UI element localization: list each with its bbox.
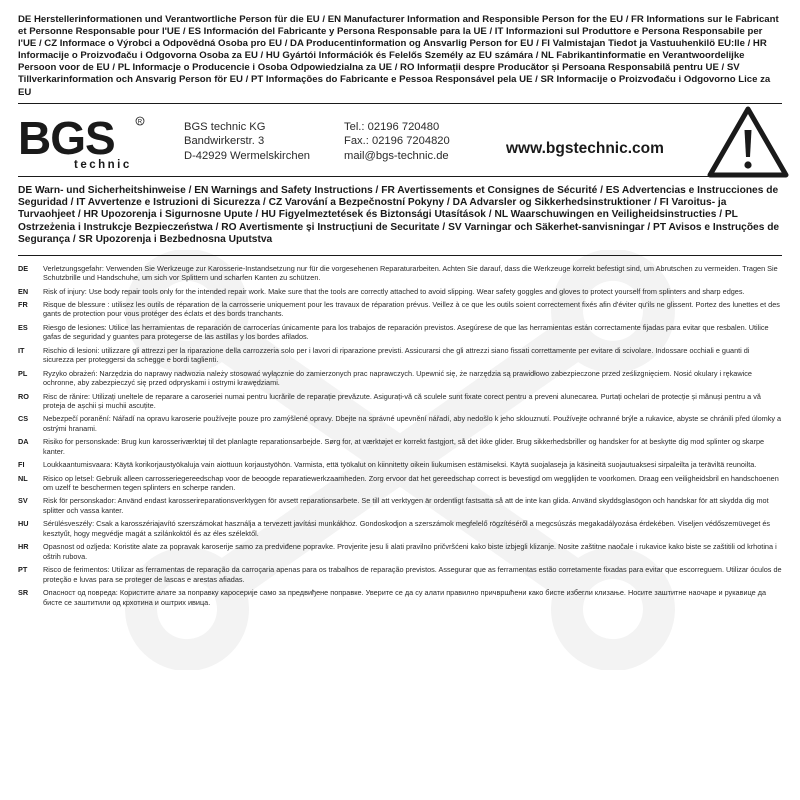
company-fax: Fax.: 02196 7204820 [344,135,450,148]
safety-entry-pt [18,565,782,584]
safety-text: Nebezpečí poranění: Nářadí na opravu karoserie používejte pouze pro zamýšlené opravy. Dbejte na správné upevnění nářadí, aby nedošlo k jeho sklouznutí. Používejte ochranné brýle a rukavice, abyste se chránili před úlomky a ostrými hranami. [43,414,782,433]
safety-entry-es [18,323,782,342]
language-code: CS [18,414,29,424]
safety-entry-fi [18,460,782,470]
company-website[interactable]: www.bgstechnic.com [506,139,664,157]
safety-entry-da [18,437,782,456]
language-code: HU [18,519,29,529]
safety-entry-ro [18,392,782,411]
safety-text: Verletzungsgefahr: Verwenden Sie Werkzeuge zur Karosserie-Instandsetzung nur für die vorgesehenen Reparaturarbeiten. Achten Sie darauf, dass die Werkzeuge korrekt befestigt sind, um Abrutschen zu vermeiden. Tragen Sie Schutzbrille und Handschuhe, um sich vor Splittern und scharfen Kanten zu schützen. [43,263,778,283]
safety-text: Sérülésveszély: Csak a karosszériajavító szerszámokat használja a tervezett javítási munkákhoz. Gondoskodjon a szerszámok megfelelő rögzítéséről a megcsúszás megakadályozása érdekében. Viseljen védőszemüveget és kesztyűt, hogy megvédje magát a szilánkoktól és az éles szélektől. [43,519,771,538]
safety-text: Risk of injury: Use body repair tools only for the intended repair work. Make sure that the tools are correctly attached to avoid slipping. Wear safety goggles and gloves to protect yourself from splinters and sharp edges. [43,286,745,296]
safety-entry-cs [18,414,782,433]
logo-text: BGS [18,113,115,164]
safety-entry-hu [18,519,782,538]
safety-instructions-header: DE Warn- und Sicherheitshinweise / EN Warnings and Safety Instructions / FR Avertissements et Consignes de Sécurité / ES Advertencias e Instrucciones de Seguridad / IT Avvertenze e Istruzioni di Sicurezza / CZ Varování a Bezpečnostní Pokyny / DA Advarsler og Sikkerhedsinstruktioner / FI Varoitus- ja Turvaohjeet / HR Upozorenja i Sigurnosne Upute / HU Figyelmeztetések és Biztonsági Utasítások / NL Waarschuwingen en Veiligheidsinstructies / PL Ostrzeżenia i Instrukcje Bezpieczeństwa / RO Avertismente și Instrucțiuni de Securitate / SV Varningar och Säkerhet-sanvisningar / PT Avisos e Instruções de Segurança / SR Upozorenja i Bezbednosna Uputstva [18,185,782,256]
safety-text: Rischio di lesioni: utilizzare gli attrezzi per la riparazione della carrozzeria solo per i lavori di riparazione previsti. Assicurarsi che gli attrezzi siano fissati correttamente per evitare di scivolare. Indossare occhiali e guanti di sicurezza per proteggersi da schegge e bordi taglienti. [43,345,750,365]
company-name: BGS technic KG [184,120,266,133]
manufacturer-info-header: DE Herstellerinformationen und Verantwortliche Person für die EU / EN Manufacturer Information and Responsible Person for the EU / FR Informations sur le Fabricant et Personne Responsable pour l'UE / ES Información del Fabricante y Persona Responsable para la UE / IT Informazioni sul Produttore e Persona Responsabile per l'UE / CZ Informace o Výrobci a Odpovědná Osoba pro EU / DA Producentinformation og Ansvarlig Person for EU / FI Valmistajan Tiedot ja Vastuuhenkilö EU:lle / HR Informacije o Proizvođaču i Odgovorna Osoba za EU / HU Gyártói Információk és Felelős Személy az EU számára / NL Fabrikantinformatie en Verantwoordelijke Persoon voor de EU / PL Informacje o Producencie i Osoba Odpowiedzialna za UE / RO Informații despre Producător și Persoana Responsabilă pentru UE / SV Tillverkarinformation och Ansvarig Person för EU / PT Informações do Fabricante e Pessoa Responsável pela UE / SR Informacije o Proizvođaču i Odgovorno Lice za EU [18,14,782,104]
safety-text: Risco de ferimentos: Utilizar as ferramentas de reparação da carroçaria apenas para os trabalhos de reparação previstos. Assegurar que as ferramentas estão corretamente fixadas para evitar que escorreguem. Utilizar óculos de proteção e luvas para se proteger de lascas e arestas afiadas. [43,565,782,584]
language-code: PT [18,565,28,575]
company-mail[interactable]: mail@bgs-technic.de [344,149,449,162]
language-code: PL [18,368,28,378]
language-code: FI [18,460,25,470]
company-block [18,110,782,177]
safety-entry-de [18,264,782,283]
svg-text:R: R [137,118,143,125]
safety-text: Risque de blessure : utilisez les outils de réparation de la carrosserie uniquement pour les travaux de réparation prévus. Veillez à ce que les outils soient correctement fixés afin d'éviter qu'ils ne glissent. Portez des lunettes et des gants de protection pour vous protéger des éclats et des bords tranchants. [43,299,780,319]
safety-text: Opasnost od ozljeda: Koristite alate za popravak karoserije samo za predviđene popravke. Provjerite jesu li alati pravilno pričvršćeni kako biste izbjegli klizanje. Nosite zaštitne naočale i rukavice kako biste se zaštitili od krhotina i oštrih rubova. [43,542,777,561]
language-code: NL [18,473,28,483]
company-contact [344,120,484,164]
safety-entry-nl [18,474,782,493]
safety-entry-sr [18,588,782,607]
logo-subtext: technic [74,158,132,170]
bgs-logo [18,114,154,170]
company-address [184,120,324,164]
safety-entries-list [18,264,782,607]
safety-text: Loukkaantumisvaara: Käytä korikorjaustyökaluja vain aiottuun korjaustyöhön. Varmista, että työkalut on kiinnitetty oikein liukumisen estämiseksi. Käytä suojalaseja ja käsineitä suojautuaksesi sirpaleilta ja teräviltä reunoilta. [43,460,757,470]
warning-triangle-icon [706,104,790,180]
language-code: DA [18,437,29,447]
safety-entry-fr [18,300,782,319]
safety-entry-en [18,287,782,297]
language-code: SR [18,588,29,598]
safety-entry-it [18,346,782,365]
company-street: Bandwirkerstr. 3 [184,135,265,148]
language-code: ES [18,322,28,332]
safety-text: Risc de rănire: Utilizați uneltele de reparare a caroseriei numai pentru lucrările de reparație prevăzute. Asigurați-vă că sculele sunt fixate corect pentru a preveni alunecarea. Purtați ochelari de protecție și mănuși pentru a vă proteja de așchii și muchii ascuțite. [43,391,761,411]
language-code: FR [18,299,28,309]
language-code: DE [18,263,29,273]
safety-entry-hr [18,542,782,561]
safety-entry-pl [18,369,782,388]
language-code: RO [18,391,29,401]
safety-text: Опасност од повреда: Користите алате за поправку каросерије само за предвиђене поправке. Уверите се да су алати правилно причвршћени како бисте избегли клизање. Носите заштитне наочаре и рукавице да бисте се заштитили од крхотина и оштрих ивица. [43,588,767,607]
language-code: IT [18,345,25,355]
company-city: D-42929 Wermelskirchen [184,149,311,162]
safety-text: Riesgo de lesiones: Utilice las herramientas de reparación de carrocerías únicamente para los trabajos de reparación previstos. Asegúrese de que las herramientas están correctamente fijadas para evitar que resbalen. Utilice gafas de seguridad y guantes para protegerse de las astillas y los bordes afilados. [43,322,769,342]
safety-entry-sv [18,496,782,515]
safety-text: Risico op letsel: Gebruik alleen carrosseriegereedschap voor de beoogde reparatiewerkzaamheden. Zorg ervoor dat het gereedschap correct is bevestigd om wegglijden te voorkomen. Draag een veiligheidsbril en handschoenen om uzelf te beschermen tegen splinters en scherpe randen. [43,473,779,493]
company-tel: Tel.: 02196 720480 [344,120,440,133]
safety-text: Risiko for personskade: Brug kun karosseriværktøj til det planlagte reparationsarbejde. Sørg for, at værktøjet er korrekt fastgjort, så det ikke glider. Brug sikkerhedsbriller og handsker for at beskytte dig mod splinter og skarpe kanter. [43,437,765,456]
language-code: SV [18,496,28,506]
safety-text: Ryzyko obrażeń: Narzędzia do naprawy nadwozia należy stosować wyłącznie do zamierzonych prac naprawczych. Upewnić się, że narzędzia są prawidłowo zabezpieczone przed ześlizgnięciem. Nosić okulary i rękawice ochronne, aby zabezpieczyć się przed odpryskami i ostrymi krawędziami. [43,368,752,388]
safety-text: Risk för personskador: Använd endast karosserireparationsverktygen för avsett reparationsarbete. Se till att verktygen är ordentligt fastsatta så att de inte kan glida. Använd skyddsglasögon och handskar för att skydda dig mot splitter och vassa kanter. [43,496,769,515]
language-code: EN [18,286,29,296]
language-code: HR [18,542,29,552]
